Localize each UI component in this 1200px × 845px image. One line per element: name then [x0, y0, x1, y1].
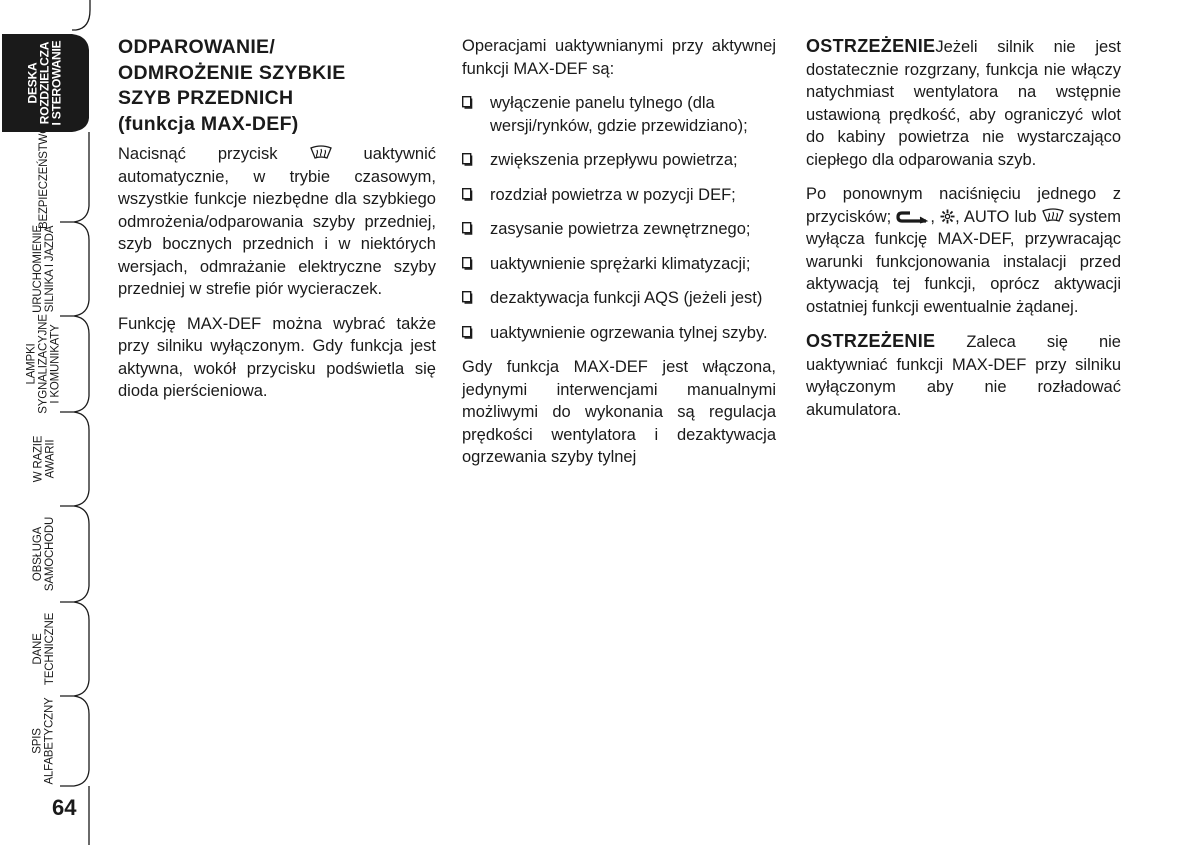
warning-label: OSTRZEŻENIE [806, 331, 936, 351]
heading-line: ODMROŻENIE SZYBKIE [118, 61, 346, 84]
tab-label-line: ALFABETYCZNY [43, 697, 56, 785]
paragraph-engine-off: Funkcję MAX-DEF można wybrać także przy silniku wyłączonym. Gdy funkcja jest aktywna, wokół przycisku podświetla się dioda pierścieniowa. [118, 314, 436, 400]
column-2 [462, 35, 776, 481]
text-span: system wyłącza funkcję MAX-DEF, przywracając warunki funkcjonowania instalacji przed aktywacją tej funkcji, oprócz aktywacji ostatniej funkcji ewentualnie żądanej. [806, 207, 1121, 316]
text-span: Po ponownym naciśnięciu jednego z przycisków; [806, 185, 1121, 226]
list-item-text: wyłączenie panelu tylnego (dla wersji/rynków, gdzie przewidziano); [490, 94, 748, 135]
list-item [462, 92, 776, 137]
text-span: , [930, 207, 935, 226]
warning-1 [806, 35, 1121, 171]
warning-text: Jeżeli silnik nie jest dostatecznie rozgrzany, funkcja nie włączy natychmiast wentylatora na wstępnie ustawioną prędkość, aby ograniczyć wlot do kabiny powietrza nie wystarczająco ciepłego dla odparowania szyb. [806, 38, 1121, 169]
tab-spis-alfabetyczny[interactable] [0, 696, 88, 786]
tab-label-line: W RAZIE [31, 435, 44, 483]
text-span: uaktywnić automatycznie, w trybie czasowym, wszystkie funkcje niezbędne dla szybkiego odmrożenia/odparowania szyby przedniej, szyb bocznych przednich i w niektórych wersjach, odmrażanie elektryczne szyby przedniej w strefie piór wycieraczek. [118, 145, 436, 298]
list-item-text: uaktywnienie sprężarki klimatyzacji; [490, 254, 751, 273]
chapter-sidebar [0, 0, 92, 845]
paragraph-manual-interventions: Gdy funkcja MAX-DEF jest włączona, jedynymi interwencjami manualnymi możliwymi do wykonania są regulacja prędkości wentylatora i dezaktywacja ogrzewania szyby tylnej [462, 358, 776, 466]
list-item-text: zwiększenia przepływu powietrza; [490, 151, 738, 169]
tab-label-line: BEZPIECZEŃSTWO [38, 125, 50, 229]
list-item [462, 287, 776, 310]
tab-deska-rozdzielcza[interactable] [0, 34, 88, 132]
windshield-defrost-icon [310, 145, 332, 161]
tab-w-razie-awarii[interactable] [0, 412, 88, 506]
list-item [462, 253, 776, 276]
list-item-text: dezaktywacja funkcji AQS (jeżeli jest) [490, 289, 763, 307]
checkbox-bullet-icon [462, 326, 473, 339]
checkbox-bullet-icon [462, 291, 473, 304]
tab-lampki[interactable] [0, 316, 88, 412]
tab-label-line: ROZDZIELCZA [36, 41, 51, 125]
warning-2 [806, 330, 1121, 421]
tab-label-line: SYGNALIZACYJNE [38, 314, 51, 414]
heading-line: SZYB PRZEDNICH [118, 87, 294, 109]
fan-icon [940, 209, 955, 224]
warning-text: Zaleca się nie uaktywniać funkcji MAX-DEF przy silniku wyłączonym aby nie rozładować akumulatora. [806, 333, 1121, 419]
list-item-text: uaktywnienie ogrzewania tylnej szyby. [490, 323, 768, 342]
tab-label-line: OBSŁUGA [31, 526, 44, 582]
list-item [462, 184, 776, 207]
operations-list [462, 92, 776, 344]
tab-label-line: DESKA [24, 62, 39, 104]
page-number: 64 [52, 795, 77, 820]
air-recirculation-icon [896, 210, 930, 224]
tab-label-line: LAMPKI [26, 343, 39, 385]
windshield-defrost-icon [1042, 208, 1064, 224]
list-item [462, 322, 776, 345]
section-heading [118, 35, 436, 137]
text-span: AUTO lub [963, 207, 1037, 226]
list-item [462, 149, 776, 172]
tab-label-line: TECHNICZNE [44, 612, 56, 686]
paragraph-deactivation [806, 183, 1121, 318]
tab-label-line: I KOMUNIKATY [50, 324, 63, 404]
warning-label: OSTRZEŻENIE [806, 36, 936, 56]
tab-label-line: SPIS [31, 728, 44, 754]
text-span: , [955, 207, 960, 226]
checkbox-bullet-icon [462, 257, 473, 270]
column-3 [806, 35, 1121, 433]
tab-uruchomienie[interactable] [0, 222, 88, 316]
tab-label-line: URUCHOMIENIE [32, 225, 44, 313]
list-item-text: zasysanie powietrza zewnętrznego; [490, 220, 751, 238]
tab-label-line: SAMOCHODU [43, 516, 56, 592]
tab-outline [72, 0, 90, 30]
text-span: Nacisnąć przycisk [118, 145, 278, 163]
list-item-text: rozdział powietrza w pozycji DEF; [490, 185, 736, 204]
paragraph-intro: Operacjami uaktywnianymi przy aktywnej funkcji MAX-DEF są: [462, 37, 776, 78]
tab-label-line: AWARII [43, 439, 56, 479]
tab-label-line: DANE [32, 633, 44, 665]
list-item [462, 218, 776, 241]
checkbox-bullet-icon [462, 96, 473, 109]
tab-dane-techniczne[interactable] [0, 602, 88, 696]
heading-line: (funkcja MAX-DEF) [118, 112, 299, 135]
column-1 [118, 35, 436, 415]
checkbox-bullet-icon [462, 222, 473, 235]
tab-label-line: I STEROWANIE [48, 40, 63, 126]
tab-obsluga[interactable] [0, 506, 88, 602]
checkbox-bullet-icon [462, 153, 473, 166]
tab-label-line: SILNIKA I JAZDA [44, 225, 56, 313]
heading-line: ODPAROWANIE/ [118, 36, 276, 58]
checkbox-bullet-icon [462, 188, 473, 201]
paragraph-instructions [118, 143, 436, 301]
tab-bezpieczenstwo[interactable] [0, 125, 88, 229]
